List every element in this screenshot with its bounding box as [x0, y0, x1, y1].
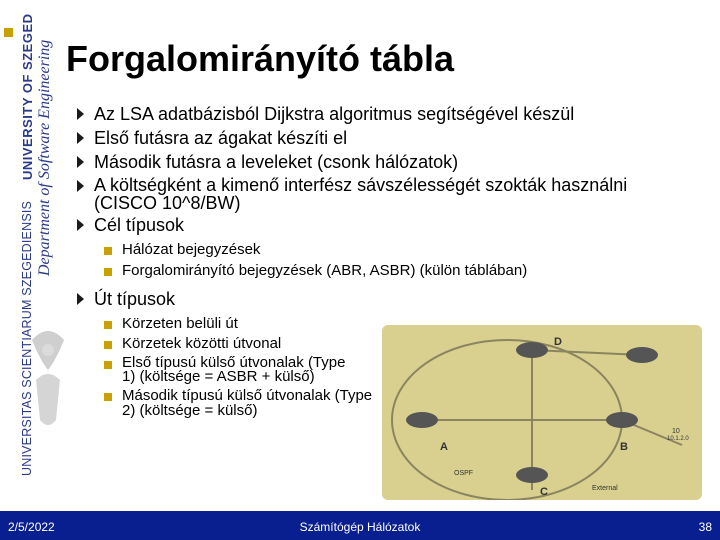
university-seal-image [26, 320, 70, 440]
router-label-d: D [554, 336, 562, 348]
sub-bullet-text: Hálózat bejegyzések [122, 241, 261, 258]
bullet-item [74, 289, 704, 310]
footer-date: 2/5/2022 [8, 520, 55, 534]
sub-bullet-item [74, 356, 352, 384]
sub-bullet-text: Körzetek közötti útvonal [122, 335, 282, 352]
router-label-a: A [440, 441, 448, 453]
bullet-item [74, 152, 704, 173]
square-bullet-icon [104, 393, 112, 401]
bullet-item [74, 104, 704, 125]
triangle-bullet-icon [77, 108, 84, 120]
square-bullet-icon [104, 247, 112, 255]
network-address-label: 10.1.2.0 [667, 436, 689, 442]
sidebar-department-text: Department of Software Engineering [36, 39, 53, 276]
square-bullet-icon [104, 268, 112, 276]
bullet-text: Cél típusok [94, 215, 185, 235]
ospf-network-photo [382, 325, 702, 500]
sidebar-latin-text: UNIVERSITAS SCIENTIARUM SZEGEDIENSIS [20, 200, 34, 476]
bullet-text: Második futásra a leveleket (csonk hálózatok) [94, 152, 459, 172]
triangle-bullet-icon [77, 132, 84, 144]
bullet-text: Út típusok [94, 289, 176, 309]
network-diagram [382, 325, 702, 500]
bullet-item [74, 215, 704, 236]
footer-page-number: 38 [698, 520, 712, 534]
sub-bullet-item [74, 388, 382, 418]
corner-accent-square [4, 28, 13, 37]
cost-label: 10 [672, 428, 680, 435]
square-bullet-icon [104, 321, 112, 329]
external-label: External [592, 485, 618, 492]
sub-bullet-text: Forgalomirányító bejegyzések (ABR, ASBR) (külön táblában) [122, 262, 528, 279]
triangle-bullet-icon [77, 180, 84, 192]
square-bullet-icon [104, 341, 112, 349]
slide-footer [0, 511, 720, 540]
bullet-text: Az LSA adatbázisból Dijkstra algoritmus segítségével készül [94, 104, 575, 124]
sub-bullet-text: Első típusú külső útvonalak (Type 1) (költsége = ASBR + külső) [122, 354, 346, 385]
ospf-label: OSPF [454, 470, 474, 477]
bullet-text: Első futásra az ágakat készíti el [94, 128, 348, 148]
square-bullet-icon [104, 361, 112, 369]
sub-bullet-item [74, 242, 704, 258]
triangle-bullet-icon [77, 219, 84, 231]
triangle-bullet-icon [77, 156, 84, 168]
router-label-c: C [540, 486, 548, 498]
triangle-bullet-icon [77, 293, 84, 305]
sub-bullet-text: Körzeten belüli út [122, 315, 238, 332]
slide-title: Forgalomirányító tábla [66, 38, 455, 79]
sub-bullet-item [74, 263, 704, 279]
sub-bullet-text: Második típusú külső útvonalak (Type 2) (költsége = külső) [122, 387, 373, 419]
bullet-item [74, 128, 704, 149]
bullet-item [74, 176, 654, 212]
sidebar-university-text: UNIVERSITY OF SZEGED [20, 13, 35, 180]
router-label-b: B [620, 441, 628, 453]
bullet-text: A költségként a kimenő interfész sávszélességét szokták használni (CISCO 10^8/BW) [94, 175, 628, 213]
footer-course: Számítógép Hálózatok [299, 520, 421, 534]
